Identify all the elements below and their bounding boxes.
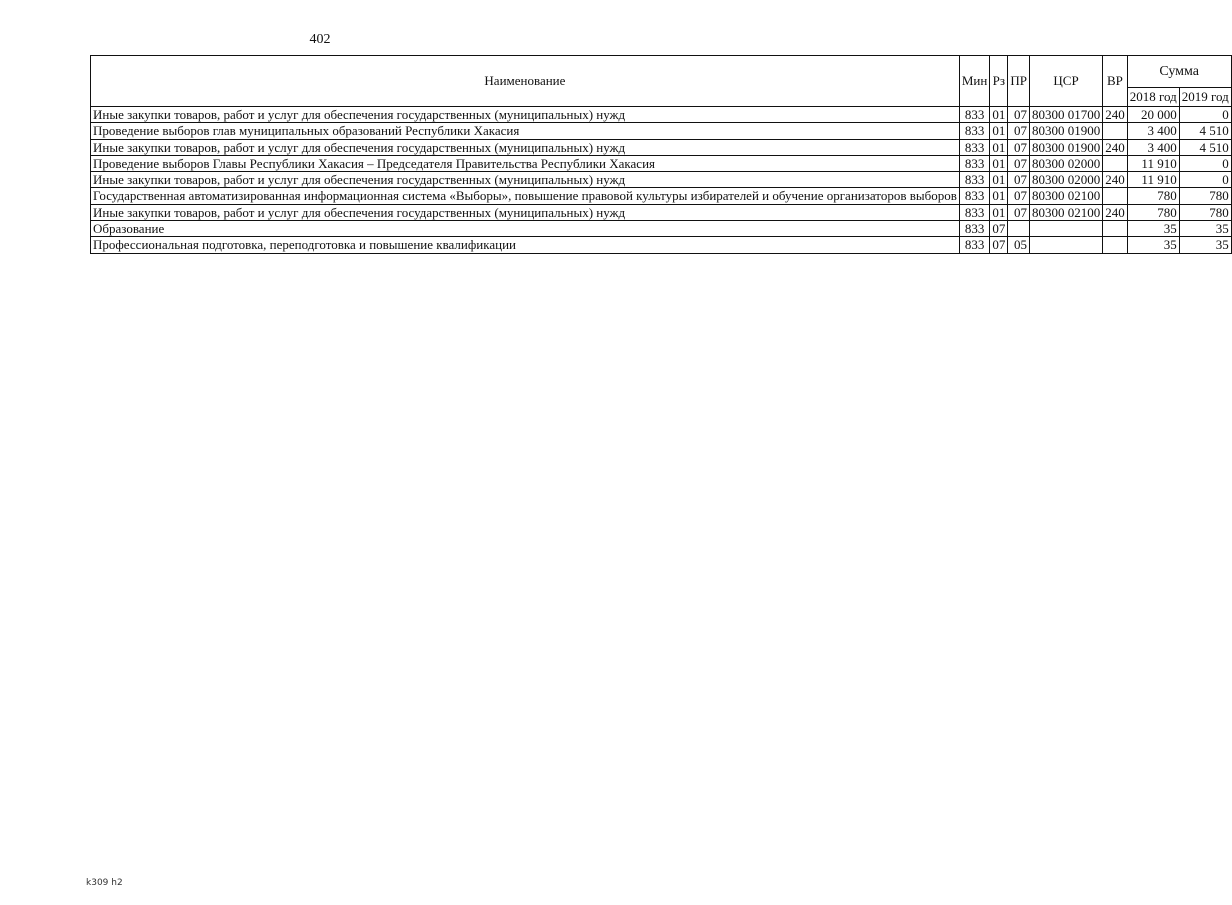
cell-csr: 80300 02000 bbox=[1029, 172, 1102, 188]
cell-vr: 240 bbox=[1103, 204, 1128, 220]
cell-name: Иные закупки товаров, работ и услуг для обеспечения государственных (муниципальных) нужд bbox=[91, 139, 960, 155]
cell-rz: 01 bbox=[990, 123, 1008, 139]
cell-pr: 07 bbox=[1008, 123, 1030, 139]
table-body bbox=[91, 107, 1232, 254]
cell-2019: 780 bbox=[1179, 204, 1231, 220]
cell-2018: 3 400 bbox=[1127, 123, 1179, 139]
table-row bbox=[91, 188, 1232, 204]
budget-table bbox=[90, 55, 1232, 254]
cell-2018: 3 400 bbox=[1127, 139, 1179, 155]
cell-2019: 35 bbox=[1179, 221, 1231, 237]
table-row bbox=[91, 204, 1232, 220]
header-sum: Сумма bbox=[1127, 56, 1231, 88]
cell-vr bbox=[1103, 237, 1128, 253]
cell-pr: 07 bbox=[1008, 139, 1030, 155]
cell-vr bbox=[1103, 221, 1128, 237]
cell-2018: 20 000 bbox=[1127, 107, 1179, 123]
cell-name: Профессиональная подготовка, переподготовка и повышение квалификации bbox=[91, 237, 960, 253]
cell-name: Иные закупки товаров, работ и услуг для обеспечения государственных (муниципальных) нужд bbox=[91, 204, 960, 220]
cell-rz: 01 bbox=[990, 139, 1008, 155]
cell-min: 833 bbox=[959, 188, 989, 204]
cell-pr: 07 bbox=[1008, 155, 1030, 171]
cell-rz: 07 bbox=[990, 237, 1008, 253]
header-min: Мин bbox=[959, 56, 989, 107]
cell-csr: 80300 02000 bbox=[1029, 155, 1102, 171]
cell-name: Образование bbox=[91, 221, 960, 237]
header-2018: 2018 год bbox=[1127, 88, 1179, 107]
cell-csr: 80300 01900 bbox=[1029, 139, 1102, 155]
footer-code: k309 h2 bbox=[86, 878, 123, 888]
cell-min: 833 bbox=[959, 123, 989, 139]
cell-2019: 0 bbox=[1179, 107, 1231, 123]
cell-min: 833 bbox=[959, 155, 989, 171]
cell-2018: 780 bbox=[1127, 188, 1179, 204]
table-row bbox=[91, 172, 1232, 188]
cell-2019: 4 510 bbox=[1179, 139, 1231, 155]
cell-2018: 11 910 bbox=[1127, 172, 1179, 188]
cell-pr bbox=[1008, 221, 1030, 237]
cell-vr: 240 bbox=[1103, 139, 1128, 155]
cell-min: 833 bbox=[959, 204, 989, 220]
cell-rz: 01 bbox=[990, 188, 1008, 204]
header-csr: ЦСР bbox=[1029, 56, 1102, 107]
header-row bbox=[91, 56, 1232, 88]
cell-2019: 0 bbox=[1179, 172, 1231, 188]
header-pr: ПР bbox=[1008, 56, 1030, 107]
cell-rz: 07 bbox=[990, 221, 1008, 237]
cell-rz: 01 bbox=[990, 155, 1008, 171]
cell-csr bbox=[1029, 237, 1102, 253]
table-row bbox=[91, 123, 1232, 139]
cell-csr: 80300 02100 bbox=[1029, 188, 1102, 204]
cell-min: 833 bbox=[959, 172, 989, 188]
table-row bbox=[91, 139, 1232, 155]
page-number: 402 bbox=[309, 32, 331, 47]
cell-pr: 05 bbox=[1008, 237, 1030, 253]
cell-vr bbox=[1103, 123, 1128, 139]
cell-pr: 07 bbox=[1008, 204, 1030, 220]
cell-2019: 780 bbox=[1179, 188, 1231, 204]
cell-rz: 01 bbox=[990, 204, 1008, 220]
cell-csr bbox=[1029, 221, 1102, 237]
cell-pr: 07 bbox=[1008, 172, 1030, 188]
cell-name: Проведение выборов глав муниципальных образований Республики Хакасия bbox=[91, 123, 960, 139]
cell-pr: 07 bbox=[1008, 107, 1030, 123]
table-row bbox=[91, 237, 1232, 253]
header-vr: ВР bbox=[1103, 56, 1128, 107]
header-name: Наименование bbox=[91, 56, 960, 107]
cell-name: Проведение выборов Главы Республики Хакасия – Председателя Правительства Республики Хакасия bbox=[91, 155, 960, 171]
cell-2019: 35 bbox=[1179, 237, 1231, 253]
header-2019: 2019 год bbox=[1179, 88, 1231, 107]
cell-vr: 240 bbox=[1103, 172, 1128, 188]
cell-name: Государственная автоматизированная информационная система «Выборы», повышение правовой культуры избирателей и обучение организаторов выборов bbox=[91, 188, 960, 204]
cell-pr: 07 bbox=[1008, 188, 1030, 204]
cell-min: 833 bbox=[959, 139, 989, 155]
cell-rz: 01 bbox=[990, 172, 1008, 188]
cell-csr: 80300 01700 bbox=[1029, 107, 1102, 123]
table-row bbox=[91, 155, 1232, 171]
cell-2018: 780 bbox=[1127, 204, 1179, 220]
cell-2019: 0 bbox=[1179, 155, 1231, 171]
cell-2019: 4 510 bbox=[1179, 123, 1231, 139]
cell-min: 833 bbox=[959, 237, 989, 253]
cell-min: 833 bbox=[959, 221, 989, 237]
cell-min: 833 bbox=[959, 107, 989, 123]
cell-rz: 01 bbox=[990, 107, 1008, 123]
table-row bbox=[91, 221, 1232, 237]
cell-2018: 35 bbox=[1127, 221, 1179, 237]
cell-csr: 80300 01900 bbox=[1029, 123, 1102, 139]
cell-vr bbox=[1103, 188, 1128, 204]
cell-name: Иные закупки товаров, работ и услуг для обеспечения государственных (муниципальных) нужд bbox=[91, 172, 960, 188]
header-rz: Рз bbox=[990, 56, 1008, 107]
cell-2018: 11 910 bbox=[1127, 155, 1179, 171]
cell-name: Иные закупки товаров, работ и услуг для обеспечения государственных (муниципальных) нужд bbox=[91, 107, 960, 123]
cell-csr: 80300 02100 bbox=[1029, 204, 1102, 220]
cell-vr bbox=[1103, 155, 1128, 171]
cell-2018: 35 bbox=[1127, 237, 1179, 253]
cell-vr: 240 bbox=[1103, 107, 1128, 123]
table-row bbox=[91, 107, 1232, 123]
